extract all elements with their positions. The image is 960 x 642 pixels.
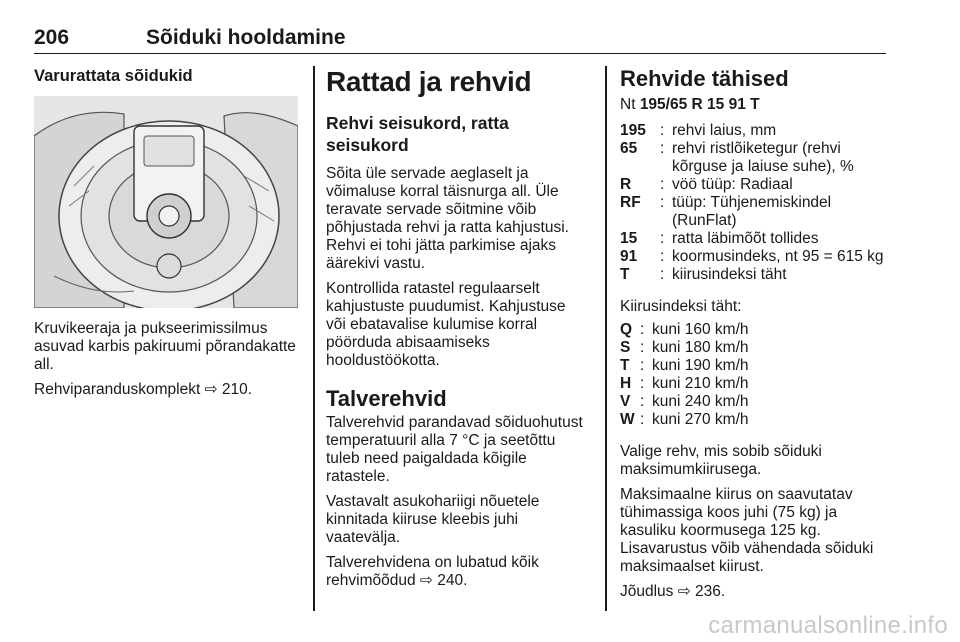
definition-separator: : [640, 411, 645, 428]
column-divider [313, 66, 315, 611]
paragraph: Kontrollida ratastel regulaarselt kahjustuste puudumist. Kahjustuse või ebatavalise kulumise korral pöörduda abisaamiseks hooldustöökotta. [326, 280, 566, 369]
page-header [34, 24, 886, 54]
definition-key: T [620, 266, 630, 283]
watermark: carmanualsonline.info [708, 612, 948, 639]
paragraph: Sõita üle servade aeglaselt ja võimaluse korral täisnurga all. Üle teravate servade sõitmine võib põhjustada rehvi ja ratta kahjustusi. Rehvi ei tohi jätta parkimise ajaks äärekivi vastu. [326, 165, 569, 272]
definition-value: vöö tüüp: Radiaal [672, 176, 793, 193]
cross-reference: Rehviparanduskomplekt ⇨ 210. [34, 381, 253, 398]
definition-key: S [620, 339, 631, 356]
definition-separator: : [660, 266, 665, 283]
definition-separator: : [660, 194, 665, 211]
definition-row [620, 140, 895, 176]
definition-key: H [620, 375, 632, 392]
definition-key: Q [620, 321, 633, 338]
definition-value: kuni 240 km/h [652, 393, 749, 410]
column-middle [326, 66, 588, 590]
definition-separator: : [660, 140, 665, 157]
column-divider [605, 66, 607, 611]
definition-key: RF [620, 194, 641, 211]
definition-row [620, 411, 895, 429]
section-heading: Varurattata sõidukid [34, 67, 193, 85]
paragraph: Jõudlus ⇨ 236. [620, 583, 726, 600]
paragraph: Vastavalt asukohariigi nõuetele kinnitada kiiruse kleebis juhi vaatevälja. [326, 493, 540, 546]
definition-value: kuni 190 km/h [652, 357, 749, 374]
definition-row [620, 375, 895, 393]
definition-value: rehvi laius, mm [672, 122, 777, 139]
example-prefix: Nt [620, 96, 640, 113]
definition-value: kuni 210 km/h [652, 375, 749, 392]
definition-separator: : [640, 375, 645, 392]
definition-separator: : [660, 248, 665, 265]
definition-row [620, 339, 895, 357]
illustration-svg [34, 96, 298, 308]
page-number: 206 [34, 26, 70, 49]
definition-value: kuni 160 km/h [652, 321, 749, 338]
paragraph: Maksimaalne kiirus on saavutatav tühimassiga koos juhi (75 kg) ja kasuliku koormusega 125 kg. Lisavarustus võib vähendada sõiduki maksimaalset kiirust. [620, 486, 874, 575]
definition-value: koormusindeks, nt 95 = 615 kg [672, 248, 884, 265]
definition-row [620, 194, 895, 230]
subsection-heading: Talverehvid [326, 386, 447, 411]
section-title: Rehvide tähised [620, 66, 789, 91]
paragraph: Valige rehv, mis sobib sõiduki maksimumkiirusega. [620, 443, 822, 478]
definition-key: T [620, 357, 630, 374]
definition-value: kuni 180 km/h [652, 339, 749, 356]
definition-key: V [620, 393, 631, 410]
definition-row [620, 393, 895, 411]
definition-row [620, 248, 895, 266]
definition-row [620, 230, 895, 248]
definition-row [620, 176, 895, 194]
definition-value: tüüp: Tühjenemiskindel (RunFlat) [672, 194, 832, 229]
chapter-title: Sõiduki hooldamine [146, 26, 346, 49]
definition-value: ratta läbimõõt tollides [672, 230, 819, 247]
spare-wheel-illustration [34, 96, 298, 308]
definition-separator: : [640, 339, 645, 356]
definition-key: 91 [620, 248, 638, 265]
definition-key: 195 [620, 122, 646, 139]
speed-index-heading: Kiirusindeksi täht: [620, 298, 742, 315]
definition-row [620, 357, 895, 375]
definition-row [620, 122, 895, 140]
paragraph: Talverehvidena on lubatud kõik rehvimõõdud ⇨ 240. [326, 554, 539, 589]
definition-value: kiirusindeksi täht [672, 266, 787, 283]
definition-key: 65 [620, 140, 638, 157]
main-title: Rattad ja rehvid [326, 66, 532, 97]
definition-separator: : [640, 321, 645, 338]
definition-row [620, 321, 895, 339]
definition-row [620, 266, 895, 284]
definition-separator: : [640, 357, 645, 374]
definition-separator: : [640, 393, 645, 410]
column-right [620, 66, 895, 601]
definition-key: 15 [620, 230, 638, 247]
definition-separator: : [660, 176, 665, 193]
subsection-heading: Rehvi seisukord, ratta seisukord [326, 113, 509, 155]
definition-separator: : [660, 122, 665, 139]
speed-index-list [620, 321, 895, 429]
definition-separator: : [660, 230, 665, 247]
paragraph: Talverehvid parandavad sõiduohutust temperatuuril alla 7 °C ja seetõttu tuleb need paigaldada kõigile ratastele. [326, 414, 583, 485]
tire-code-list [620, 122, 895, 284]
figure-caption: Kruvikeeraja ja pukseerimissilmus asuvad karbis pakiruumi põrandakatte all. [34, 320, 296, 373]
definition-value: kuni 270 km/h [652, 411, 749, 428]
definition-key: R [620, 176, 632, 193]
column-left [34, 66, 300, 399]
definition-key: W [620, 411, 635, 428]
example-value: 195/65 R 15 91 T [639, 96, 760, 113]
example-line [620, 96, 895, 114]
definition-value: rehvi ristlõiketegur (rehvi kõrguse ja laiuse suhe), % [672, 140, 854, 175]
